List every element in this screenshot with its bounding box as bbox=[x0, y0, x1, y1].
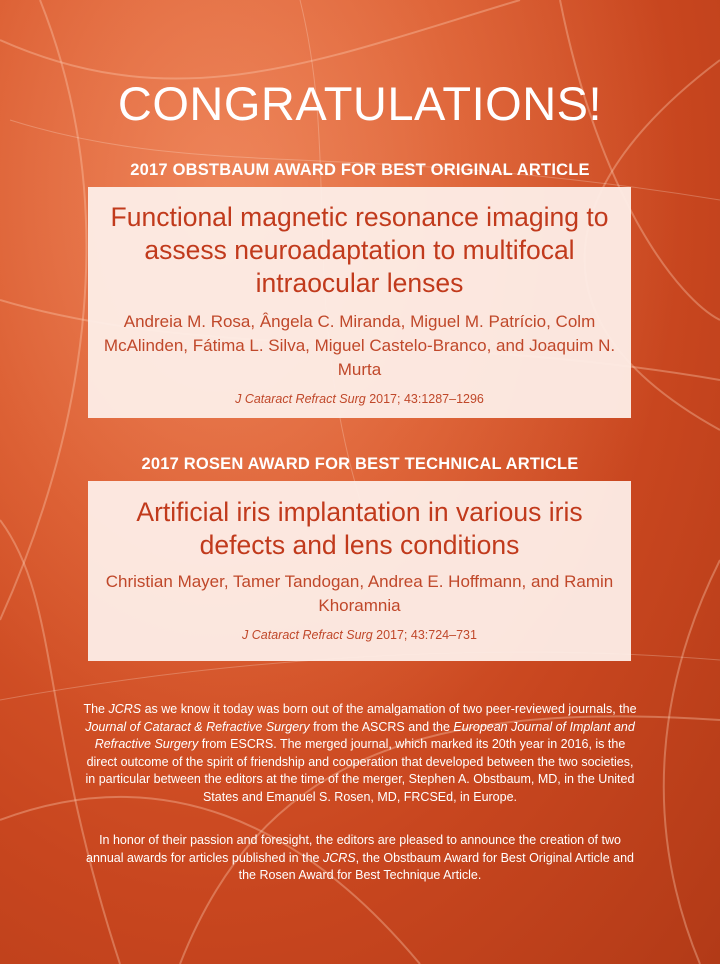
rosen-article-citation bbox=[88, 628, 631, 642]
text-run: from ESCRS. The merged journal, which marked its 20th year in 2016, is the direct outcome of the spirit of friendship and cooperation that developed between the two societies, in particular between the editors at the time of the merger, Stephen A. Obstbaum, MD, in the United States and Emanuel S. Rosen, MD, FRCSEd, in Europe. bbox=[85, 737, 635, 804]
text-run: In honor of their passion and foresight, the editors are pleased to announce the creation of two annual awards for articles published in the bbox=[86, 833, 621, 865]
obstbaum-award-panel bbox=[88, 187, 631, 418]
citation-details: 2017; 43:724–731 bbox=[372, 628, 477, 642]
obstbaum-article-authors: Andreia M. Rosa, Ângela C. Miranda, Miguel M. Patrício, Colm McAlinden, Fátima L. Silva, Miguel Castelo-Branco, and Joaquim N. Murta bbox=[103, 312, 616, 379]
citation-details: 2017; 43:1287–1296 bbox=[365, 392, 484, 406]
rosen-award-heading: 2017 ROSEN AWARD FOR BEST TECHNICAL ARTICLE bbox=[141, 455, 579, 473]
page-title: CONGRATULATIONS! bbox=[117, 77, 603, 130]
rosen-article-title: Artificial iris implantation in various iris defects and lens conditions bbox=[136, 497, 583, 560]
journal-name: J Cataract Refract Surg bbox=[235, 392, 366, 406]
journal-name: J Cataract Refract Surg bbox=[242, 628, 373, 642]
journal-name: European Journal of Implant and Refractive Surgery bbox=[94, 719, 635, 751]
rosen-award-panel bbox=[88, 481, 631, 661]
text-run: as we know it today was born out of the amalgamation of two peer-reviewed journals, the bbox=[141, 702, 637, 716]
journal-abbrev: JCRS bbox=[322, 850, 356, 865]
text-run: The bbox=[83, 702, 109, 716]
awards-announcement-paragraph bbox=[80, 832, 640, 885]
obstbaum-article-title: Functional magnetic resonance imaging to assess neuroadaptation to multifocal intraocular lenses bbox=[110, 202, 609, 298]
journal-abbrev: JCRS bbox=[108, 702, 142, 716]
obstbaum-award-heading: 2017 OBSTBAUM AWARD FOR BEST ORIGINAL ARTICLE bbox=[130, 161, 590, 179]
text-run: from the ASCRS and the bbox=[309, 719, 454, 734]
history-paragraph bbox=[80, 701, 640, 806]
rosen-article-authors: Christian Mayer, Tamer Tandogan, Andrea E. Hoffmann, and Ramin Khoramnia bbox=[105, 572, 614, 615]
journal-name: Journal of Cataract & Refractive Surgery bbox=[85, 719, 310, 734]
text-run: , the Obstbaum Award for Best Original Article and the Rosen Award for Best Technique Article. bbox=[238, 850, 634, 882]
obstbaum-article-citation bbox=[88, 392, 631, 406]
